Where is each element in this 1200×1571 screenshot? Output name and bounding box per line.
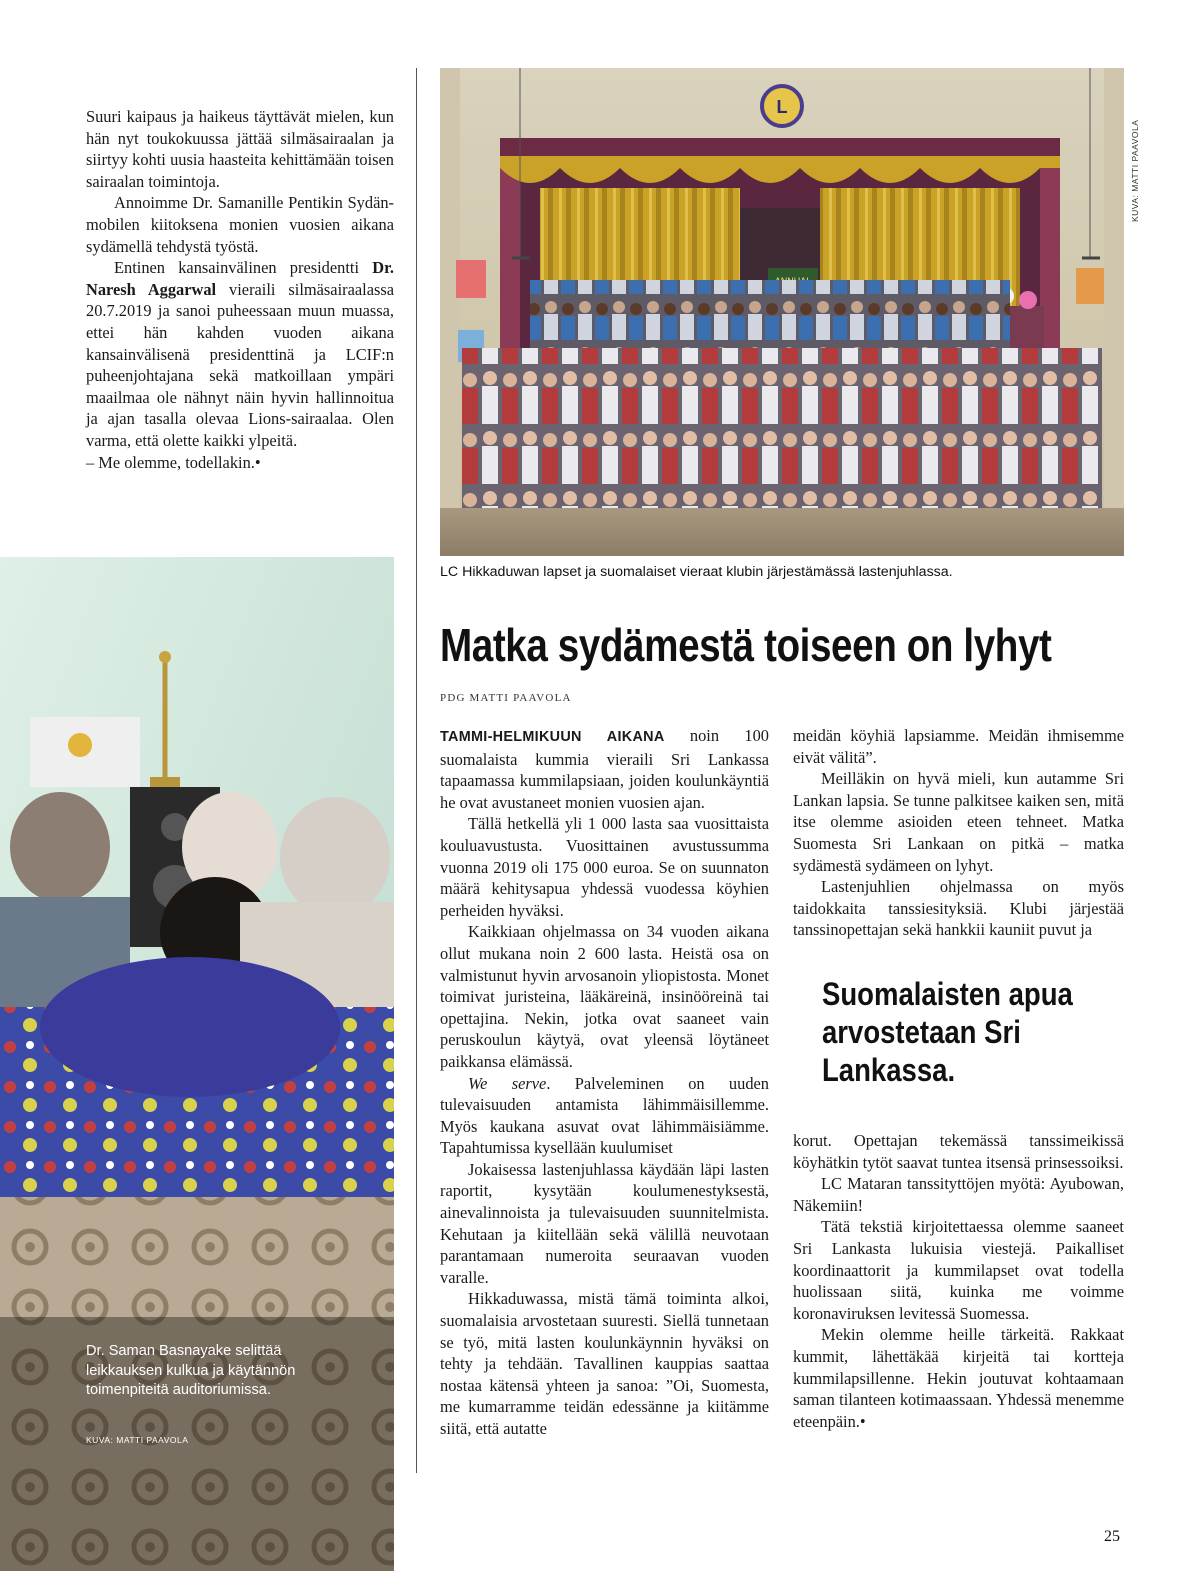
auditorium-photo (0, 557, 394, 1571)
intro-text: Entinen kansainvälinen presidentti (114, 258, 359, 278)
intro-text: vieraili silmäsairaalassa 20.7.2019 ja sanoi puheessaan muun muassa, ettei hän kahden vuoden aikana kansainvälisenä presidenttinä ja LCIF:n puheenjohtajana sekä matkoillaan ympäri maailmaa ole nähnyt näin hyvin hallinnoitua ja ajan tasalla olevaa Lions-sairaalaa. Olen varma, että olette kaikki ylpeitä. (86, 279, 394, 450)
name-highlight: Dr. Naresh Aggarwal (86, 258, 394, 299)
article-text: noin 100 suomalaista kummia vieraili Sri Lankassa tapaamassa kummilapsiaan, joiden koulunkäyntiä he ovat avustaneet monien vuosien ajan. (440, 726, 770, 812)
article-text: . Palveleminen on uuden tulevaisuuden antamista lähimmäisillemme. Myös kaukana asuvat ovat lähimmäisiämme. Tapahtumissa kysellään kuulumiset (440, 1073, 769, 1158)
article-paragraph: meidän köyhiä lapsiamme. Meidän ihmisemme eivät välitä”. (793, 726, 1124, 767)
photo-caption: Dr. Saman Basnayake selittää leikkauksen kulkua ja käytännön toimenpiteitä auditoriumissa. (86, 1343, 296, 1398)
article-paragraph: Jokaisessa lastenjuhlassa käydään läpi lasten raportit, kysytään koulumenestyksestä, ainevalinnoista ja tulevaisuuden suunnitelmista. Kehutaan ja kiitellään sekä välillä neuvotaan parantamaan numeroita seuraavan vuoden varalle. (440, 1159, 769, 1287)
intro-paragraph (86, 257, 394, 451)
intro-text-column (86, 106, 394, 473)
photo-credit (1128, 68, 1140, 228)
pull-quote: Suomalaisten apua arvostetaan Sri Lankassa. (822, 976, 1073, 1088)
article-paragraph: Lastenjuhlien ohjelmassa on myös taidokkaita tanssiesityksiä. Klubi järjestää tanssinopettajan sekä hankkii kauniit puvut ja (793, 877, 1124, 940)
article-column-2-bottom (793, 1130, 1124, 1432)
article-paragraph (440, 1073, 769, 1159)
page-number: 25 (1104, 1528, 1120, 1545)
article-paragraph (440, 725, 769, 813)
article-paragraph: Hikkaduwassa, mistä tämä toiminta alkoi, suomalaisia arvostetaan suuresti. Siellä tunnetaan se työ, mitä lasten koulunkäynnin hyväksi on tehty ja tehdään. Tavallinen kauppias saattaa nostaa kätensä yhteen ja sanoa: ”Oi, Suomesta, me kumarramme teidän edessänne ja kiitämme siitä, että autatte (440, 1289, 769, 1438)
end-mark: • (254, 452, 261, 472)
intro-paragraph: Annoimme Dr. Samanille Pentikin Sydän-mobilen kiitoksena monien vuosien aikana sydämellä tehdystä työstä. (86, 193, 394, 256)
svg-text:L: L (776, 97, 788, 117)
end-mark: • (859, 1411, 866, 1431)
intro-paragraph: Suuri kaipaus ja haikeus täyttävät mielen, kun hän nyt toukokuussa jättää silmäsairaalan ja siirtyy kohti uusia haasteita kehittämään toisen sairaalan toimintoja. (86, 107, 394, 191)
article-paragraph: Meilläkin on hyvä mieli, kun autamme Sri Lankan lapsia. Se tunne palkitsee kaiken sen, mitä itse olemme asioiden eteen tehneet. Matka Suomesta Sri Lankaan on pitkä – matka sydämestä sydämeen on lyhyt. (793, 769, 1124, 875)
intro-text: – Me olemme, todellakin. (86, 452, 255, 472)
article-text: Mekin olemme heille tärkeitä. Rakkaat kummit, lähettäkää kirjeitä tai kortteja kummilapsillenne. Hekin joutuvat kohtaamaan saman tilanteen kotimaassaan. Yhdessä menemme eteenpäin. (793, 1325, 1124, 1431)
group-photo (440, 68, 1124, 556)
article-headline: Matka sydämestä toiseen on lyhyt (440, 619, 1052, 671)
article-paragraph: Kaikkiaan ohjelmassa on 34 vuoden aikana ollut mukana noin 2 600 lasta. Heistä osa on valmistunut hyvin arvosanoin yliopistosta. Monet toimivat juristeina, lääkäreinä, insinööreinä tai opettajina. Nekin, jotka ovat saaneet vain peruskoulun käytyä, ovat yleensä löytäneet paikkansa elämässä. (440, 922, 769, 1071)
article-paragraph: Tätä tekstiä kirjoitettaessa olemme saaneet Sri Lankasta lukuisia viestejä. Paikalliset koordinaattorit ja kummilapset ovat todella huolissaan siitä, kuinka me voimme koronaviruksen levitessä Suomessa. (793, 1217, 1124, 1323)
article-column-2-top (793, 725, 1124, 941)
article-paragraph: korut. Opettajan tekemässä tanssimeikissä köyhätkin tytöt saavat tuntea itsensä prinsessoiksi. (793, 1131, 1124, 1172)
photo-credit-text: KUVA: MATTI PAAVOLA (1130, 119, 1140, 222)
photo-caption: LC Hikkaduwan lapset ja suomalaiset vieraat klubin järjestämässä lastenjuhlassa. (440, 564, 953, 580)
photo-credit: KUVA: MATTI PAAVOLA (86, 1435, 189, 1445)
article-paragraph: Tällä hetkellä yli 1 000 lasta saa vuosittaista kouluavustusta. Vuosittainen avustussumma vuonna 2019 oli 175 000 euroa. Se on suunnaton määrä kehitysapua yhdessä vuodessa köyhien perheiden hyväksi. (440, 814, 769, 920)
intro-paragraph (86, 452, 394, 474)
article-column-1 (440, 725, 769, 1440)
italic-phrase: We serve (468, 1073, 547, 1093)
article-paragraph: LC Mataran tanssityttöjen myötä: Ayubowan, Näkemiin! (793, 1174, 1124, 1215)
article-paragraph (793, 1324, 1124, 1432)
byline: PDG MATTI PAAVOLA (440, 692, 572, 704)
lead-caps: TAMMI-HELMIKUUN AIKANA (440, 729, 665, 745)
column-divider (416, 68, 417, 1473)
